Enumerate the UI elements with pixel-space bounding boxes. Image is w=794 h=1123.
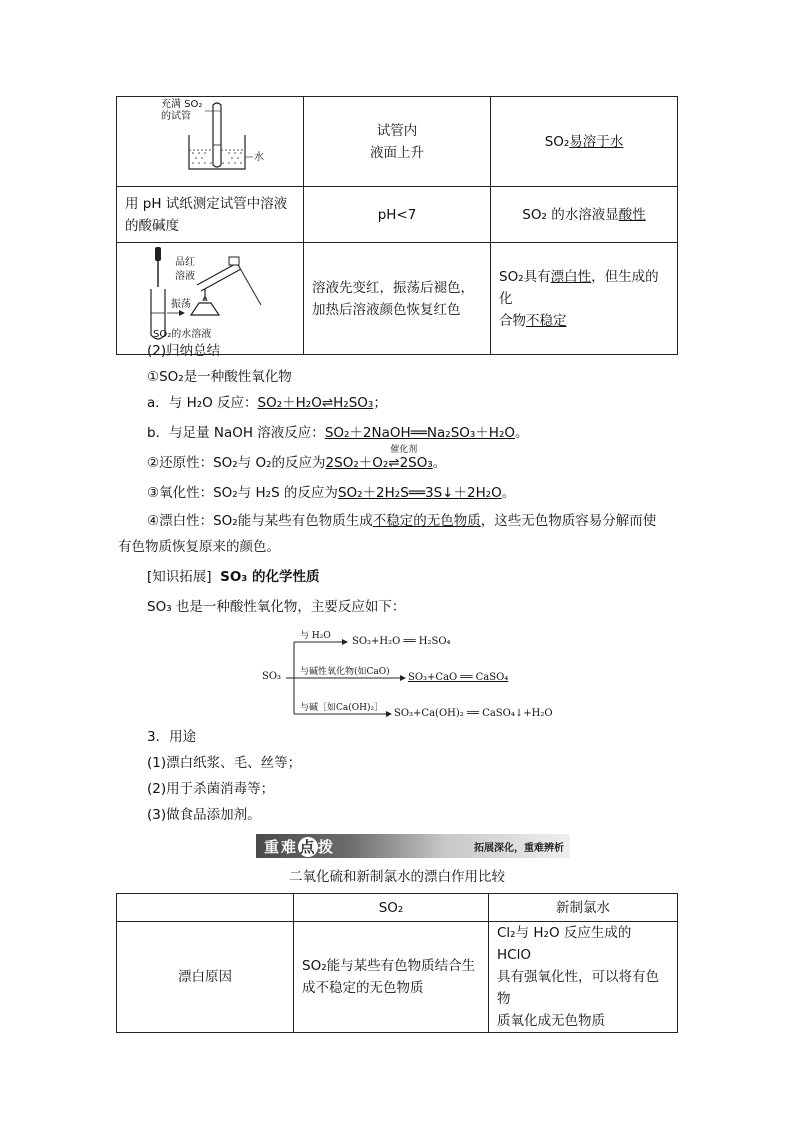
reaction-equation: 2SO₂＋O₂ — [325, 455, 389, 471]
cell-line: Cl₂与 H₂O 反应生成的 HClO — [497, 925, 632, 963]
scheme-condition: 与 H₂O — [300, 631, 331, 641]
conclusion-line — [499, 266, 669, 310]
table-row — [117, 243, 678, 355]
table-header-cell — [117, 894, 294, 922]
comparison-title: 二氧化硫和新制氯水的漂白作用比较 — [289, 869, 505, 885]
operation-line: 用 pH 试纸测定试管中溶液 — [125, 195, 288, 212]
summary-point-5 — [147, 482, 515, 504]
conclusion-answer: 漂白性 — [550, 268, 592, 285]
paragraph-answer: 不稳定的无色物质 — [372, 513, 481, 529]
phenomenon-line: 溶液先变红，振荡后褪色， — [312, 279, 474, 296]
conclusion-text: SO₂具有 — [499, 268, 551, 285]
summary-point-2 — [147, 392, 387, 414]
scheme-condition: 与碱性氧化物(如CaO) — [300, 667, 390, 677]
reaction-equation-product: ⇌2SO₃ — [388, 455, 433, 471]
reaction-equation: SO₂＋H₂O⇌H₂SO₃ — [257, 395, 374, 411]
figure-label-tube: 充满 SO₂ — [161, 99, 203, 110]
reaction-equation: SO₂＋2NaOH══Na₂SO₃＋H₂O — [324, 425, 515, 441]
table-row — [117, 922, 678, 1033]
phenomenon-line: 液面上升 — [370, 144, 424, 161]
scheme-equation: SO₃+H₂O ══ H₂SO₄ — [352, 636, 451, 647]
conclusion-text: SO₂ — [544, 133, 570, 150]
section-banner — [256, 834, 570, 858]
cell-line: 质氧化成无色物质 — [497, 1013, 605, 1029]
experiment-table — [116, 96, 678, 355]
reaction-label: ③氧化性：SO₂与 H₂S 的反应为 — [147, 485, 338, 501]
extension-intro: SO₃ 也是一种酸性氧化物，主要反应如下： — [147, 599, 406, 615]
phenomenon-line: 试管内 — [376, 122, 418, 139]
punctuation: ； — [373, 395, 387, 411]
table-cell-label: 漂白原因 — [117, 922, 294, 1033]
banner-title — [264, 836, 335, 857]
reaction-equation: SO₂＋2H₂S══3S↓＋2H₂O — [337, 485, 502, 501]
reaction-label: a．与 H₂O 反应： — [147, 395, 258, 411]
punctuation: 。 — [501, 485, 516, 501]
extension-heading — [147, 566, 319, 588]
cell-line: 成不稳定的无色物质 — [302, 980, 424, 996]
banner-subtitle: 拓展深化，重难辨析 — [474, 843, 564, 854]
summary-point-3 — [147, 422, 529, 444]
summary-point-6-cont: 有色物质恢复原来的颜色。 — [118, 539, 280, 555]
summary-point-1: ①SO₂是一种酸性氧化物 — [147, 369, 292, 385]
reaction-equation — [388, 445, 433, 471]
phenomenon-cell — [304, 97, 491, 187]
banner-title-dot: 点 — [299, 838, 317, 856]
uses-item: (2)用于杀菌消毒等； — [147, 781, 275, 797]
table-cell — [489, 922, 678, 1033]
test-tube-in-water-figure — [117, 97, 303, 179]
reaction-label: b．与足量 NaOH 溶液反应： — [147, 425, 325, 441]
table-cell — [294, 922, 489, 1033]
scheme-root: SO₃ — [262, 671, 282, 682]
conclusion-text: 合物 — [499, 312, 526, 329]
conclusion-cell — [491, 187, 678, 243]
scheme-condition: 与碱［如Ca(OH)₂］ — [300, 703, 384, 713]
table-row — [117, 187, 678, 243]
cell-line: 具有强氧化性，可以将有色物 — [497, 969, 659, 1007]
operation-cell — [117, 187, 304, 243]
figure-label-shake: 振荡 — [171, 299, 191, 310]
scheme-equation: SO₃+Ca(OH)₂ ══ CaSO₄↓+H₂O — [394, 708, 553, 719]
uses-heading: 3．用途 — [147, 729, 197, 745]
figure-label-so2-solution: SO₂的水溶液 — [153, 329, 212, 340]
conclusion-cell — [491, 243, 678, 355]
table-header-row — [117, 894, 678, 922]
phenomenon-cell — [304, 243, 491, 355]
comparison-table — [116, 893, 678, 1033]
paragraph-text: ④漂白性：SO₂能与某些有色物质生成 — [147, 513, 373, 529]
summary-heading: (2)归纳总结 — [147, 343, 221, 359]
banner-title-text: 重难 — [264, 838, 299, 856]
summary-point-4 — [147, 445, 447, 474]
uses-item: (3)做食品添加剂。 — [147, 807, 261, 823]
table-header-cell: 新制氯水 — [489, 894, 678, 922]
uses-item: (1)漂白纸浆、毛、丝等； — [147, 755, 302, 771]
figure-label-tube-2: 的试管 — [161, 111, 191, 122]
punctuation: 。 — [432, 455, 447, 471]
phenomenon-line: 加热后溶液颜色恢复红色 — [312, 301, 461, 318]
conclusion-answer: 酸性 — [618, 206, 646, 223]
summary-point-6 — [147, 510, 656, 532]
punctuation: 。 — [515, 425, 529, 441]
conclusion-text: SO₂ 的水溶液显 — [522, 206, 619, 223]
figure-label-water: 水 — [254, 152, 264, 163]
conclusion-cell — [491, 97, 678, 187]
conclusion-answer: 不稳定 — [526, 312, 567, 329]
extension-tag: [知识拓展] — [147, 569, 212, 585]
figure-label-magenta: 品红 — [175, 257, 195, 268]
conclusion-answer: 易溶于水 — [569, 133, 624, 150]
table-header-cell: SO₂ — [294, 894, 489, 922]
phenomenon-cell: pH<7 — [304, 187, 491, 243]
extension-title: SO₃ 的化学性质 — [220, 569, 320, 585]
test-tube-figure-cell — [117, 97, 304, 187]
reaction-label: ②还原性：SO₂与 O₂的反应为 — [147, 455, 326, 471]
banner-title-text: 拨 — [318, 838, 336, 856]
scheme-equation: SO₃+CaO ══ CaSO₄ — [408, 672, 509, 683]
figure-label-solution: 溶液 — [175, 271, 195, 282]
conclusion-line — [499, 310, 669, 332]
conclusion-text: ，但生成的化 — [499, 268, 659, 307]
so3-reaction-scheme — [262, 628, 572, 722]
table-row — [117, 97, 678, 187]
magenta-figure-cell — [117, 243, 304, 355]
reaction-condition: 催化剂 — [390, 445, 418, 455]
operation-line: 的酸碱度 — [125, 217, 179, 234]
paragraph-text: ，这些无色物质容易分解而使 — [480, 513, 657, 529]
cell-line: SO₂能与某些有色物质结合生 — [302, 958, 476, 974]
